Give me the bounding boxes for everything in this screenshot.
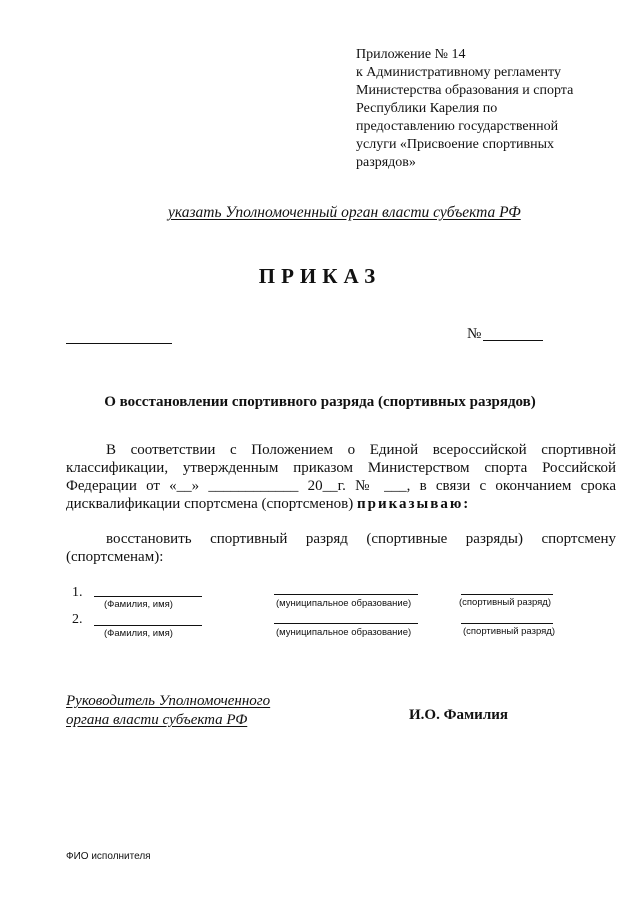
appendix-line: предоставлению государственной [356,119,559,134]
appendix-line: разрядов» [356,155,416,170]
rank-line [461,623,553,624]
rank-line [461,594,553,595]
paragraph-line: Федерации от «__» ____________ 20__г. № ___, в связи с окончанием срока [66,478,616,494]
paragraph-text: дисквалификации спортсмена (спортсменов) [66,496,354,512]
paragraph-restore [66,530,616,566]
appendix-header [356,46,606,172]
municipality-line [274,623,418,624]
paragraph-basis [66,441,616,513]
order-number-line [483,340,543,341]
signature-position [66,692,270,730]
row-number: 1. [72,585,83,600]
appendix-line: Республики Карелия по [356,101,498,116]
paragraph-line: В соответствии с Положением о Единой всероссийской спортивной [106,442,616,458]
signature-name: И.О. Фамилия [409,707,509,723]
signature-position-line: органа власти субъекта РФ [66,712,248,728]
executor-name: ФИО исполнителя [66,851,151,862]
document-title: ПРИКАЗ [258,264,382,288]
appendix-line: к Административному регламенту [356,65,561,80]
order-verb: приказываю: [356,496,471,512]
signature-position-line: Руководитель Уполномоченного [66,693,271,709]
name-line [94,625,202,626]
date-line [66,343,172,344]
municipality-line [274,594,418,595]
row-number: 2. [72,612,83,627]
paragraph-line: (спортсменам): [66,549,164,565]
paragraph-line [66,495,616,513]
municipality-caption: (муниципальное образование) [276,627,412,638]
authority-placeholder: указать Уполномоченный орган власти субъекта РФ [168,204,521,221]
appendix-line: Приложение № 14 [356,47,466,62]
paragraph-line: классификации, утвержденным приказом Министерством спорта Российской [66,460,616,476]
name-line [94,596,202,597]
rank-caption: (спортивный разряд) [463,626,555,637]
appendix-line: услуги «Присвоение спортивных [356,137,554,152]
paragraph-line: восстановить спортивный разряд (спортивные разряды) спортсмену [106,531,616,547]
name-caption: (Фамилия, имя) [104,628,173,639]
municipality-caption: (муниципальное образование) [276,598,412,609]
name-caption: (Фамилия, имя) [104,599,173,610]
order-number-label: № [467,326,482,342]
appendix-line: Министерства образования и спорта [356,83,574,98]
rank-caption: (спортивный разряд) [459,597,551,608]
order-subject: О восстановлении спортивного разряда (спортивных разрядов) [104,394,536,410]
